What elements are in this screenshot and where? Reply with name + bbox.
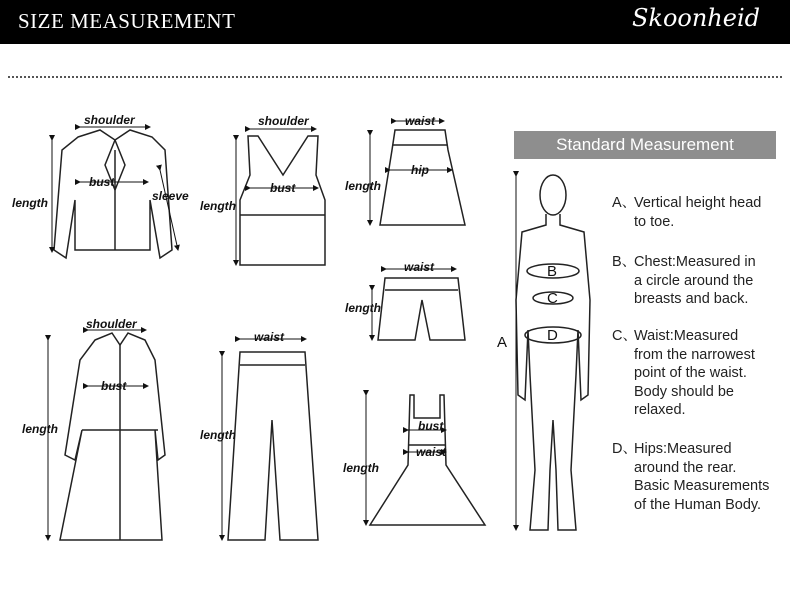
shirt-bust-label: bust [89, 175, 115, 189]
dress-drawing [370, 395, 485, 525]
skirt-hip-label: hip [411, 163, 429, 177]
tank-bust-label: bust [270, 181, 296, 195]
coat-drawing [60, 333, 165, 540]
pants-length-label: length [200, 428, 236, 442]
shirt-length-label: length [12, 196, 48, 210]
coat-length-label: length [22, 422, 58, 436]
shirt-shoulder-label: shoulder [84, 113, 135, 127]
definition-a: A、Vertical height head to toe. [612, 195, 762, 230]
shirt-sleeve-label: sleeve [152, 189, 189, 203]
definition-b: B、Chest:Measured in a circle around the breasts and back. [612, 254, 756, 307]
coat-bust-label: bust [101, 379, 127, 393]
tank-drawing [240, 136, 325, 265]
coat-shoulder-label: shoulder [86, 317, 137, 331]
page-title: SIZE MEASUREMENT [18, 9, 236, 33]
dress-waist-label: waist [416, 445, 447, 459]
dress-bust-label: bust [418, 419, 444, 433]
brand-logo: Skoonheid [631, 4, 760, 32]
body-label-a: A [497, 334, 508, 351]
pants-drawing [228, 352, 318, 540]
standard-measurement-title: Standard Measurement [514, 131, 776, 159]
definition-d: D、Hips:Measured around the rear. Basic Measurements of the Human Body. [612, 441, 770, 513]
tank-shoulder-label: shoulder [258, 114, 309, 128]
body-label-d: D [547, 327, 558, 344]
shorts-waist-label: waist [404, 260, 435, 274]
pants-waist-label: waist [254, 330, 285, 344]
shorts-drawing [378, 278, 465, 340]
skirt-drawing [380, 130, 465, 225]
body-label-c: C [547, 290, 558, 307]
body-label-b: B [547, 263, 558, 280]
tank-length-label: length [200, 199, 236, 213]
dress-length-label: length [343, 461, 379, 475]
skirt-length-label: length [345, 179, 381, 193]
skirt-waist-label: waist [405, 114, 436, 128]
definition-c: C、Waist:Measured from the narrowest point of the waist. Body should be relaxed. [612, 328, 755, 418]
shorts-length-label: length [345, 301, 381, 315]
body-figure [516, 175, 590, 530]
